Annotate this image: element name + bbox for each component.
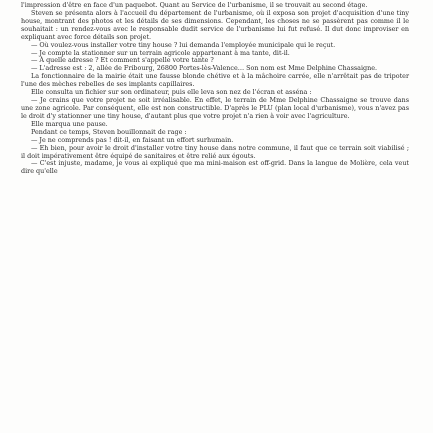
paragraph: Elle marqua une pause. xyxy=(31,119,108,128)
paragraph: Steven se présenta alors à l'accueil du département de l'urbanisme, où il exposa son projet d'acquisition d'une tiny house, montrant des photos et les détails de ses dimensions. Cependant, les choses ne se passèrent pas comme il le souhaitait : un rendez-vous avec le responsable dudit service de l'urbanisme lui fut refusé. Il dut donc improviser en expliquant avec force détails son projet. xyxy=(21,8,409,41)
paragraph: l'impression d'être en face d'un paquebot. Quant au Service de l'urbanisme, il se trouvait au second étage. xyxy=(21,1,368,9)
paragraph: Elle consulta un fichier sur son ordinateur, puis elle leva son nez de l'écran et asséna : xyxy=(31,88,312,97)
dialogue-line: — Je ne comprends pas ! dit-il, en faisant un effort surhumain. xyxy=(31,135,234,144)
dialogue-line: — Je compte la stationner sur un terrain agricole appartenant à ma tante, dit-il. xyxy=(31,48,290,57)
paragraph: Pendant ce temps, Steven bouillonnait de rage : xyxy=(31,127,187,136)
dialogue-line: — Où voulez-vous installer votre tiny house ? lui demanda l'employée municipale qui le reçut. xyxy=(31,40,336,49)
dialogue-line: — C'est injuste, madame, je vous ai expliqué que ma mini-maison est off-grid. Dans la langue de Molière, cela veut dire qu'elle xyxy=(21,159,409,176)
dialogue-line: — L'adresse est : 2, allée de Fribourg, 26800 Portes-lès-Valence… Son nom est Mme Delphine Chassaigne. xyxy=(31,64,378,73)
dialogue-line: — À quelle adresse ? Et comment s'appelle votre tante ? xyxy=(31,56,214,65)
dialogue-line: — Eh bien, pour avoir le droit d'installer votre tiny house dans notre commune, il faut que ce terrain soit viabilisé ; il doit impérativement être équipé de sanitaires et être relié aux égouts. xyxy=(21,143,409,160)
paragraph: La fonctionnaire de la mairie était une fausse blonde chétive et à la mâchoire carrée, elle n'arrêtait pas de tripoter l'une des mèches rebelles de ses implants capillaires. xyxy=(21,72,409,89)
dialogue-line: — Je crains que votre projet ne soit irréalisable. En effet, le terrain de Mme Delphine Chassaigne se trouve dans une zone agricole. Par conséquent, elle est non constructible. D'après le PLU (plan local d'urbanisme), vous n'avez pas le droit d'y stationner une tiny house, d'autant plus que votre projet n'a rien à voir avec l'agriculture. xyxy=(21,96,409,120)
